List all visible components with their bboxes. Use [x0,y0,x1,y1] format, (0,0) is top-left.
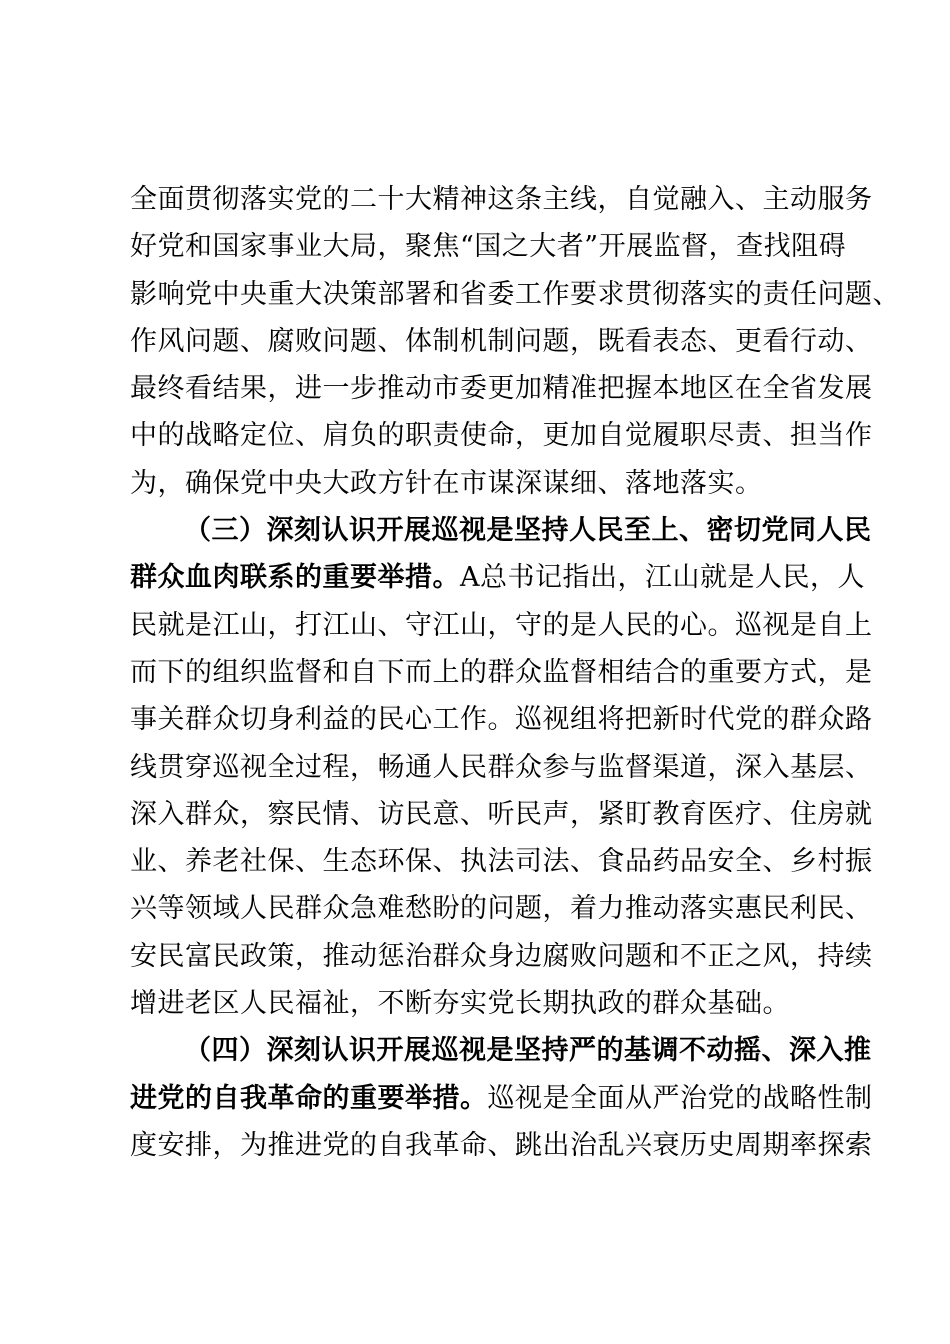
paragraph-line: 深入群众，察民情、访民意、听民声，紧盯教育医疗、住房就 [130,798,873,830]
paragraph-text: A总书记指出，江山就是人民，人 [460,562,865,594]
section-heading [130,507,872,554]
paragraph-line: 作风问题、腐败问题、体制机制问题，既看表态、更看行动、 [130,325,873,357]
paragraph-line: 全面贯彻落实党的二十大精神这条主线，自觉融入、主动服务 [130,184,873,215]
section-heading [130,1027,872,1074]
paragraph-line: 事关群众切身利益的民心工作。巡视组将把新时代党的群众路 [130,704,873,736]
paragraph-line [130,554,865,601]
paragraph-line: 影响党中央重大决策部署和省委工作要求贯彻落实的责任问题、 [130,278,900,310]
paragraph-line: 中的战略定位、肩负的职责使命，更加自觉履职尽责、担当作 [130,420,873,452]
paragraph-line: 最终看结果，进一步推动市委更加精准把握本地区在全省发展 [130,373,873,405]
paragraph-line: 安民富民政策，推动惩治群众身边腐败问题和不正之风，持续 [130,940,873,972]
document-body [130,176,900,1169]
paragraph-text: 巡视是全面从严治党的战略性制 [487,1082,873,1114]
paragraph-line: 兴等领域人民群众急难愁盼的问题，着力推动落实惠民利民、 [130,893,873,925]
paragraph-line: 民就是江山，打江山、守江山，守的是人民的心。巡视是自上 [130,609,873,641]
paragraph-line: 业、养老社保、生态环保、执法司法、食品药品安全、乡村振 [130,846,873,878]
section-heading-text: 群众血肉联系的重要举措。 [130,562,460,594]
paragraph-line: 而下的组织监督和自下而上的群众监督相结合的重要方式，是 [130,656,873,688]
paragraph-line: 线贯穿巡视全过程，畅通人民群众参与监督渠道，深入基层、 [130,751,873,783]
section-heading-text: （四）深刻认识开展巡视是坚持严的基调不动摇、深入推 [184,1035,872,1067]
paragraph-line: 为，确保党中央大政方针在市谋深谋细、落地落实。 [130,467,763,499]
paragraph-line [130,1075,873,1122]
paragraph-line: 度安排，为推进党的自我革命、跳出治乱兴衰历史周期率探索 [130,1129,873,1161]
section-heading-text: 进党的自我革命的重要举措。 [130,1082,488,1114]
paragraph-line: 增进老区人民福祉，不断夯实党长期执政的群众基础。 [130,988,790,1020]
paragraph-line: 好党和国家事业大局，聚焦“国之大者”开展监督，查找阻碍 [130,231,847,263]
section-heading-text: （三）深刻认识开展巡视是坚持人民至上、密切党同人民 [184,515,872,547]
